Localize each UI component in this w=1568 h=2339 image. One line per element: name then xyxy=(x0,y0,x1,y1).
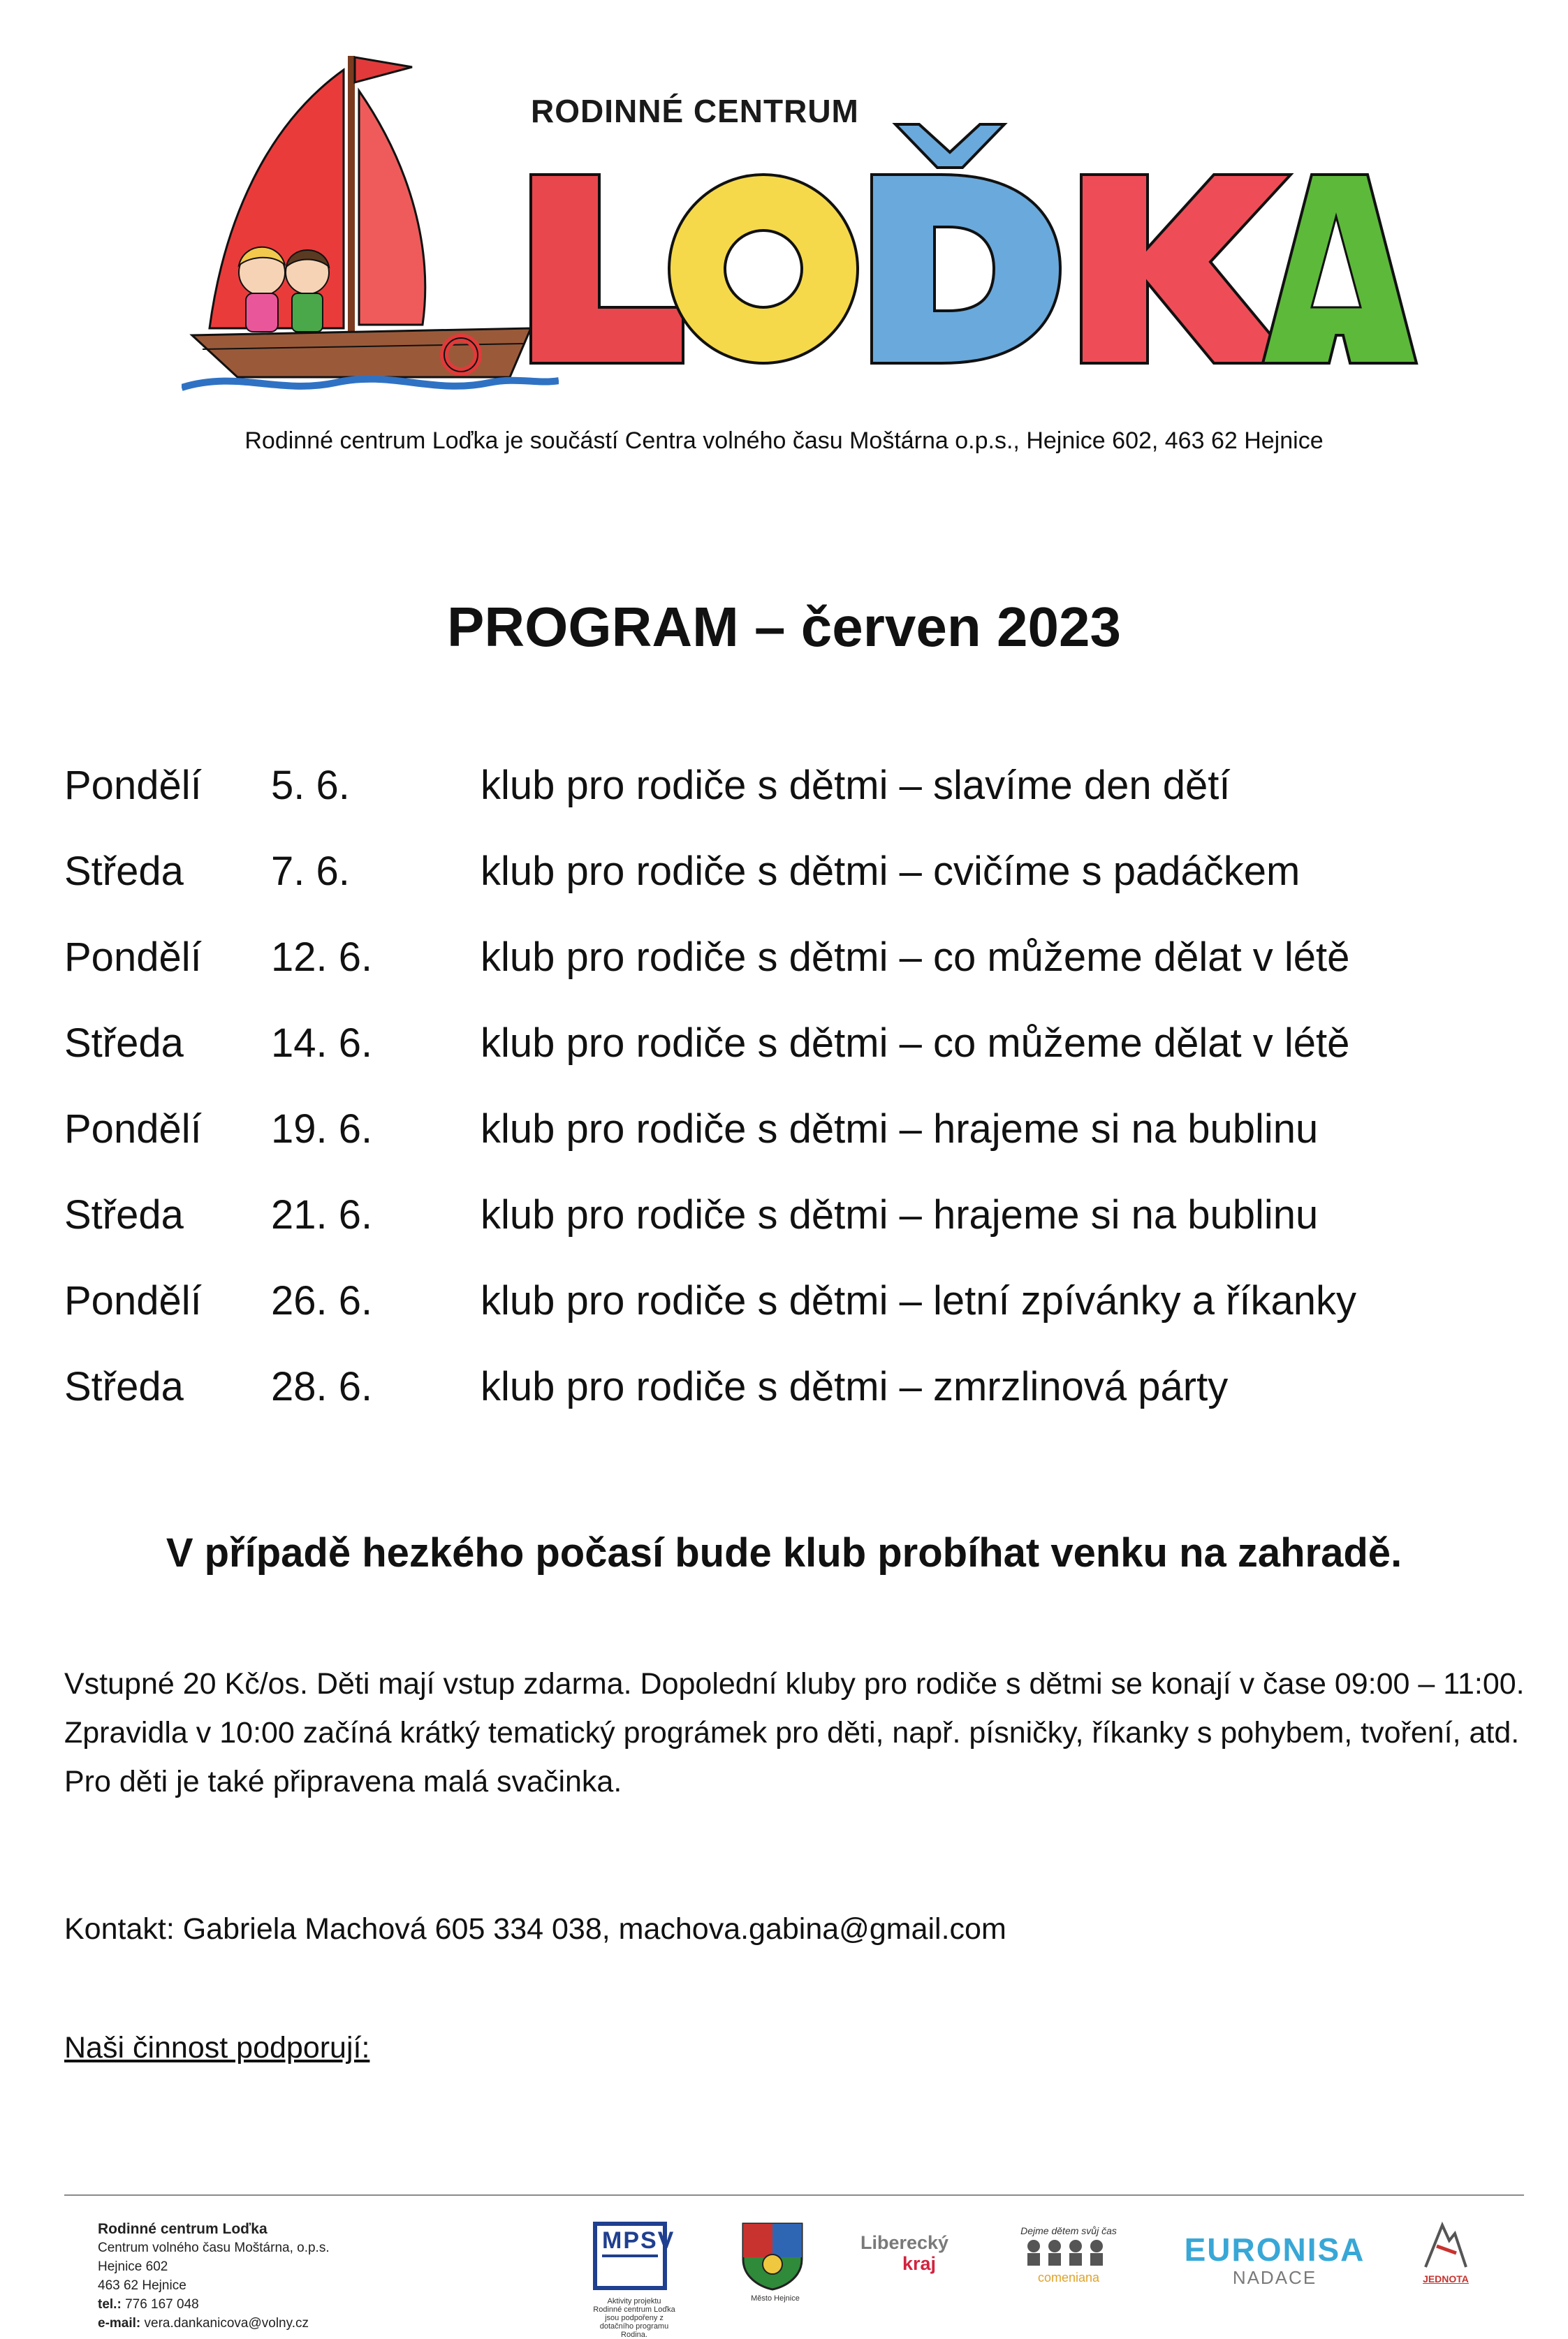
footer-street: Hejnice 602 xyxy=(98,2259,168,2274)
liberecky-kraj-logo xyxy=(860,2232,972,2274)
boat-logo-illustration xyxy=(182,42,559,405)
brand-kicker: RODINNÉ CENTRUM xyxy=(531,93,859,129)
comeniana-name: comeniana xyxy=(1037,2271,1100,2285)
footer-phone-value: 776 167 048 xyxy=(125,2297,199,2312)
schedule-row xyxy=(64,847,1531,933)
schedule-date: 26. 6. xyxy=(271,1278,373,1324)
hejnice-caption: Město Hejnice xyxy=(751,2294,800,2303)
schedule-row xyxy=(64,1277,1531,1363)
brand-wordmark xyxy=(522,119,1423,370)
admission-info: Vstupné 20 Kč/os. Děti mají vstup zdarma. Dopolední kluby pro rodiče s dětmi se konají v čase 09:00 – 11:00. Zpravidla v 10:00 začíná krátký tematický prográmek pro děti, např. písničky, říkanky s pohybem, tvoření, atd. Pro děti je také připravena malá svačinka. xyxy=(64,1667,1525,1798)
supporters-heading: Naši činnost podporují: xyxy=(64,2031,370,2065)
footer-city: 463 62 Hejnice xyxy=(98,2278,186,2293)
schedule-date: 28. 6. xyxy=(271,1364,373,1409)
weather-note: V případě hezkého počasí bude klub probíhat venku na zahradě. xyxy=(166,1530,1402,1576)
schedule-activity: klub pro rodiče s dětmi – slavíme den dětí xyxy=(481,763,1231,808)
kraj-text: kraj xyxy=(902,2253,937,2274)
schedule-row xyxy=(64,1105,1531,1191)
schedule-day: Pondělí xyxy=(64,934,202,980)
footer-address xyxy=(98,2220,330,2333)
schedule-day: Středa xyxy=(64,1192,184,1238)
footer-email xyxy=(98,2314,330,2333)
mpsv-logo xyxy=(592,2221,676,2339)
schedule-row xyxy=(64,1019,1531,1105)
comeniana-logo xyxy=(1016,2225,1121,2285)
schedule-activity: klub pro rodiče s dětmi – co můžeme dělat v létě xyxy=(481,934,1350,980)
people-figures-icon xyxy=(1016,2236,1121,2267)
footer-divider xyxy=(64,2194,1524,2196)
footer-email-label: e-mail: xyxy=(98,2316,141,2331)
schedule-day: Pondělí xyxy=(64,763,202,808)
schedule-day: Středa xyxy=(64,1364,184,1409)
footer-name: Rodinné centrum Loďka xyxy=(98,2221,268,2237)
mpsv-caption: Aktivity projektu Rodinné centrum Loďka jsou podpořeny z dotačního programu Rodina. xyxy=(593,2297,675,2339)
schedule-row xyxy=(64,933,1531,1019)
page-title: PROGRAM – červen 2023 xyxy=(447,596,1121,658)
euronisa-logo xyxy=(1180,2232,1369,2289)
schedule-date: 21. 6. xyxy=(271,1192,373,1238)
schedule-date: 19. 6. xyxy=(271,1106,373,1152)
mpsv-text: MPSV xyxy=(602,2227,675,2254)
schedule-row xyxy=(64,761,1531,847)
organization-line: Rodinné centrum Loďka je součástí Centra volného času Moštárna o.p.s., Hejnice 602, 463 62 Hejnice xyxy=(244,427,1324,454)
schedule-date: 5. 6. xyxy=(271,763,350,808)
schedule-day: Pondělí xyxy=(64,1278,202,1324)
schedule-day: Pondělí xyxy=(64,1106,202,1152)
schedule-day: Středa xyxy=(64,849,184,894)
footer-phone xyxy=(98,2295,330,2314)
hejnice-logo xyxy=(740,2221,810,2303)
nadace-text: NADACE xyxy=(1232,2267,1317,2288)
schedule-activity: klub pro rodiče s dětmi – co můžeme dělat v létě xyxy=(481,1020,1350,1066)
schedule-activity: klub pro rodiče s dětmi – hrajeme si na bublinu xyxy=(481,1106,1319,1152)
liberecky-text: Liberecký xyxy=(860,2232,949,2253)
jednota-logo xyxy=(1418,2218,1474,2285)
jednota-mountain-icon xyxy=(1421,2218,1470,2270)
euronisa-text: EURONISA xyxy=(1184,2231,1365,2268)
footer-phone-label: tel.: xyxy=(98,2297,122,2312)
coat-of-arms-icon xyxy=(740,2221,805,2291)
comeniana-slogan: Dejme dětem svůj čas xyxy=(1020,2225,1117,2236)
footer-email-value: vera.dankanicova@volny.cz xyxy=(144,2316,309,2331)
schedule-date: 12. 6. xyxy=(271,934,373,980)
schedule-row xyxy=(64,1191,1531,1277)
schedule-activity: klub pro rodiče s dětmi – letní zpívánky a říkanky xyxy=(481,1278,1357,1324)
schedule-date: 14. 6. xyxy=(271,1020,373,1066)
footer-org: Centrum volného času Moštárna, o.p.s. xyxy=(98,2241,330,2255)
schedule-activity: klub pro rodiče s dětmi – zmrzlinová párty xyxy=(481,1364,1229,1409)
schedule-row xyxy=(64,1363,1531,1449)
jednota-text: JEDNOTA xyxy=(1423,2273,1469,2285)
schedule-activity: klub pro rodiče s dětmi – hrajeme si na bublinu xyxy=(481,1192,1319,1238)
schedule-day: Středa xyxy=(64,1020,184,1066)
contact-line: Kontakt: Gabriela Machová 605 334 038, machova.gabina@gmail.com xyxy=(64,1912,1006,1946)
schedule-activity: klub pro rodiče s dětmi – cvičíme s padáčkem xyxy=(481,849,1300,894)
schedule-date: 7. 6. xyxy=(271,849,350,894)
program-schedule xyxy=(64,761,1531,1449)
